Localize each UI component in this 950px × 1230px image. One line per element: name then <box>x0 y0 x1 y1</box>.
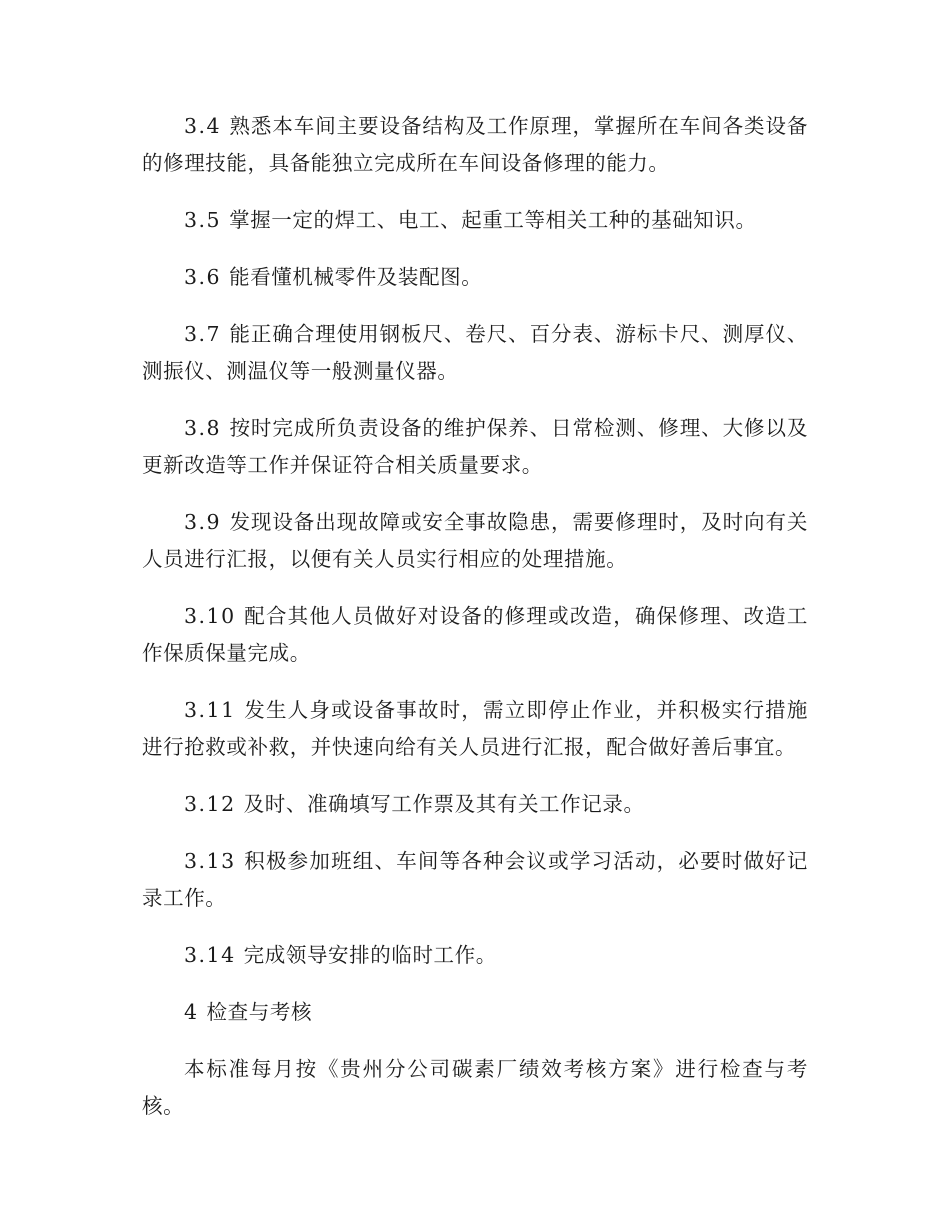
closing-text: 本标准每月按《贵州分公司碳素厂绩效考核方案》进行检查与考核。 <box>142 1057 808 1118</box>
clause-text: 配合其他人员做好对设备的修理或改造，确保修理、改造工作保质保量完成。 <box>142 604 808 665</box>
paragraph-3-7 <box>142 316 808 390</box>
paragraph-3-8 <box>142 410 808 484</box>
paragraph-3-14 <box>142 937 808 974</box>
clause-text: 掌握一定的焊工、电工、起重工等相关工种的基础知识。 <box>229 208 757 232</box>
paragraph-3-6 <box>142 259 808 296</box>
clause-number: 3.11 <box>184 698 236 722</box>
clause-number: 3.8 <box>184 416 222 440</box>
clause-text: 能正确合理使用钢板尺、卷尺、百分表、游标卡尺、测厚仪、测振仪、测温仪等一般测量仪器。 <box>142 322 808 383</box>
closing-paragraph <box>142 1051 808 1125</box>
clause-number: 3.9 <box>184 510 222 534</box>
clause-text: 发生人身或设备事故时，需立即停止作业，并积极实行措施进行抢救或补救，并快速向给有关人员进行汇报，配合做好善后事宜。 <box>142 698 808 759</box>
clause-number: 3.13 <box>184 849 236 873</box>
clause-text: 能看懂机械零件及装配图。 <box>229 265 483 289</box>
clause-number: 3.12 <box>184 792 236 816</box>
paragraph-3-11 <box>142 692 808 766</box>
paragraph-3-12 <box>142 786 808 823</box>
paragraph-3-10 <box>142 598 808 672</box>
section-heading-4 <box>142 994 808 1031</box>
document-body <box>142 108 808 1145</box>
clause-number: 3.7 <box>184 322 222 346</box>
clause-text: 积极参加班组、车间等各种会议或学习活动，必要时做好记录工作。 <box>142 849 808 910</box>
section-title: 检查与考核 <box>206 1000 313 1024</box>
section-number: 4 <box>184 1000 199 1024</box>
paragraph-3-13 <box>142 843 808 917</box>
clause-number: 3.14 <box>184 943 236 967</box>
clause-number: 3.4 <box>184 114 222 138</box>
clause-number: 3.10 <box>184 604 236 628</box>
clause-text: 发现设备出现故障或安全事故隐患，需要修理时，及时向有关人员进行汇报，以便有关人员实行相应的处理措施。 <box>142 510 808 571</box>
clause-text: 完成领导安排的临时工作。 <box>243 943 497 967</box>
paragraph-3-9 <box>142 504 808 578</box>
clause-text: 熟悉本车间主要设备结构及工作原理，掌握所在车间各类设备的修理技能，具备能独立完成所在车间设备修理的能力。 <box>142 114 808 175</box>
clause-text: 及时、准确填写工作票及其有关工作记录。 <box>243 792 645 816</box>
paragraph-3-4 <box>142 108 808 182</box>
paragraph-3-5 <box>142 202 808 239</box>
clause-number: 3.6 <box>184 265 222 289</box>
clause-number: 3.5 <box>184 208 222 232</box>
clause-text: 按时完成所负责设备的维护保养、日常检测、修理、大修以及更新改造等工作并保证符合相关质量要求。 <box>142 416 808 477</box>
